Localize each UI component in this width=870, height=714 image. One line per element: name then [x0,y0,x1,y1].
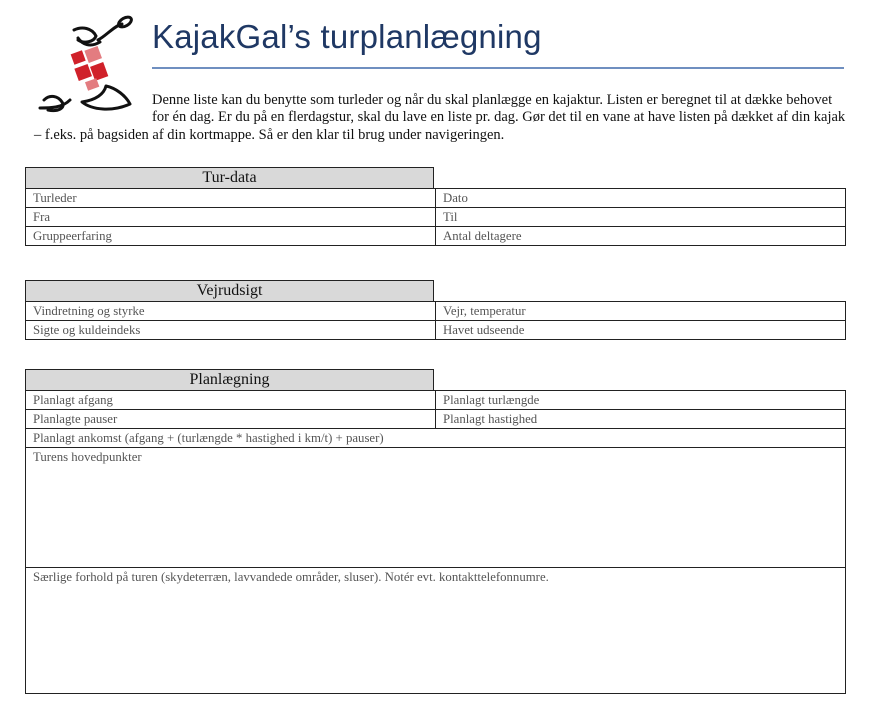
havet-udseende-field[interactable]: Havet udseende [436,321,846,340]
table-row [26,429,846,448]
vejrudsigt-table [25,301,846,340]
planlagt-hastighed-field[interactable]: Planlagt hastighed [436,410,846,429]
vindretning-field[interactable]: Vindretning og styrke [26,302,436,321]
til-field[interactable]: Til [436,208,846,227]
fra-field[interactable]: Fra [26,208,436,227]
table-row [26,410,846,429]
gruppeerfaring-field[interactable]: Gruppeerfaring [26,227,436,246]
title-divider [152,67,844,69]
page-title: KajakGal’s turplanlægning [152,18,542,55]
tur-data-table [25,188,846,246]
table-row [26,568,846,694]
vejr-temperatur-field[interactable]: Vejr, temperatur [436,302,846,321]
turleder-field[interactable]: Turleder [26,189,436,208]
table-row [26,189,846,208]
planlaegning-table [25,390,846,694]
sigte-field[interactable]: Sigte og kuldeindeks [26,321,436,340]
planlagt-afgang-field[interactable]: Planlagt afgang [26,391,436,410]
planlaegning-heading: Planlægning [25,369,434,390]
hovedpunkter-field[interactable]: Turens hovedpunkter [26,448,846,568]
planlaegning-section [25,369,846,694]
antal-deltagere-field[interactable]: Antal deltagere [436,227,846,246]
table-row [26,227,846,246]
vejrudsigt-section [25,280,846,340]
intro-paragraph [34,92,846,144]
planlagt-turlaengde-field[interactable]: Planlagt turlængde [436,391,846,410]
planlagt-ankomst-field[interactable]: Planlagt ankomst (afgang + (turlængde * hastighed i km/t) + pauser) [26,429,846,448]
table-row [26,208,846,227]
planlagte-pauser-field[interactable]: Planlagte pauser [26,410,436,429]
table-row [26,321,846,340]
vejrudsigt-heading: Vejrudsigt [25,280,434,301]
table-row [26,448,846,568]
table-row [26,302,846,321]
dato-field[interactable]: Dato [436,189,846,208]
saerlige-forhold-field[interactable]: Særlige forhold på turen (skydeterræn, lavvandede områder, sluser). Notér evt. kontakttelefonnumre. [26,568,846,694]
tur-data-section [25,167,846,246]
intro-text: Denne liste kan du benytte som turleder og når du skal planlægge en kajaktur. Listen er beregnet til at dække behovet for én dag. Er du på en flerdagstur, skal du lave en liste pr. dag. Gør det til en vane at have listen på dækket af din kajak – f.eks. på bagsiden af din kortmappe. Så er den klar til brug under navigeringen. [34,92,846,143]
tur-data-heading: Tur-data [25,167,434,188]
table-row [26,391,846,410]
